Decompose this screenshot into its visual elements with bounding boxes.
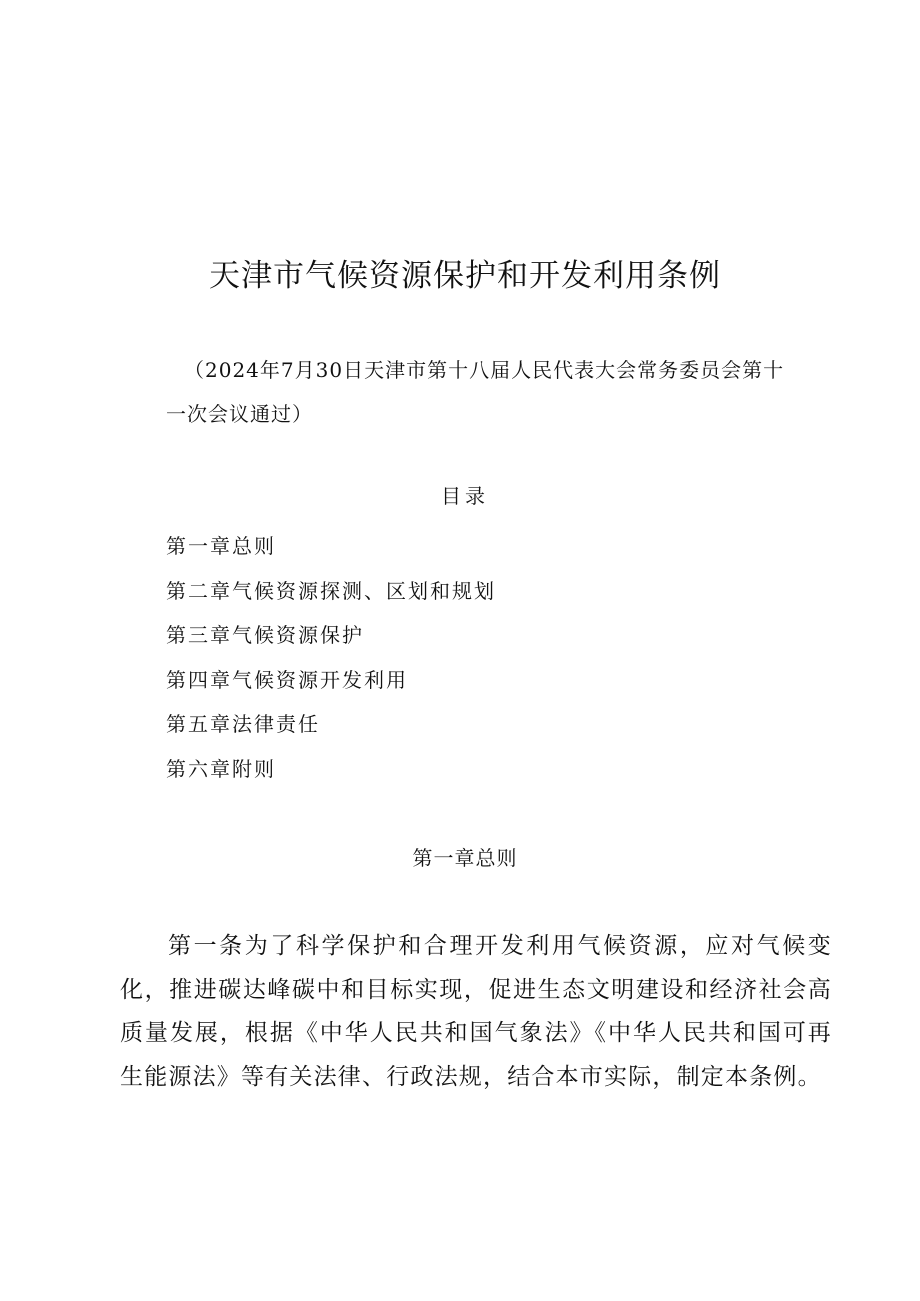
adoption-note-line-2: 一次会议通过）: [166, 402, 313, 426]
toc-item-chapter-5: 第五章法律责任: [166, 712, 320, 737]
article-1-paragraph: 第一条为了科学保护和合理开发利用气候资源，应对气候变化，推进碳达峰碳中和目标实现，促进生态文明建设和经济社会高质量发展，根据《中华人民共和国气象法》《中华人民共和国可再生能源法》等有关法律、行政法规，结合本市实际，制定本条例。: [120, 933, 832, 1090]
table-of-contents: [166, 524, 496, 792]
document-title: 天津市气候资源保护和开发利用条例: [209, 258, 721, 294]
toc-item-chapter-1: 第一章总则: [166, 534, 276, 558]
toc-heading: 目录: [441, 484, 489, 508]
chapter-1-heading: 第一章总则: [412, 846, 518, 870]
toc-item-chapter-4: 第四章气候资源开发利用: [166, 667, 408, 692]
toc-item-chapter-3: 第三章气候资源保护: [166, 623, 364, 648]
adoption-note: [166, 348, 826, 436]
toc-item-chapter-6: 第六章附则: [166, 756, 276, 781]
toc-item-chapter-2: 第二章气候资源探测、区划和规划: [166, 578, 496, 603]
adoption-note-line-1: （2024年7月30日天津市第十八届人民代表大会常务委员会第十: [184, 358, 785, 382]
